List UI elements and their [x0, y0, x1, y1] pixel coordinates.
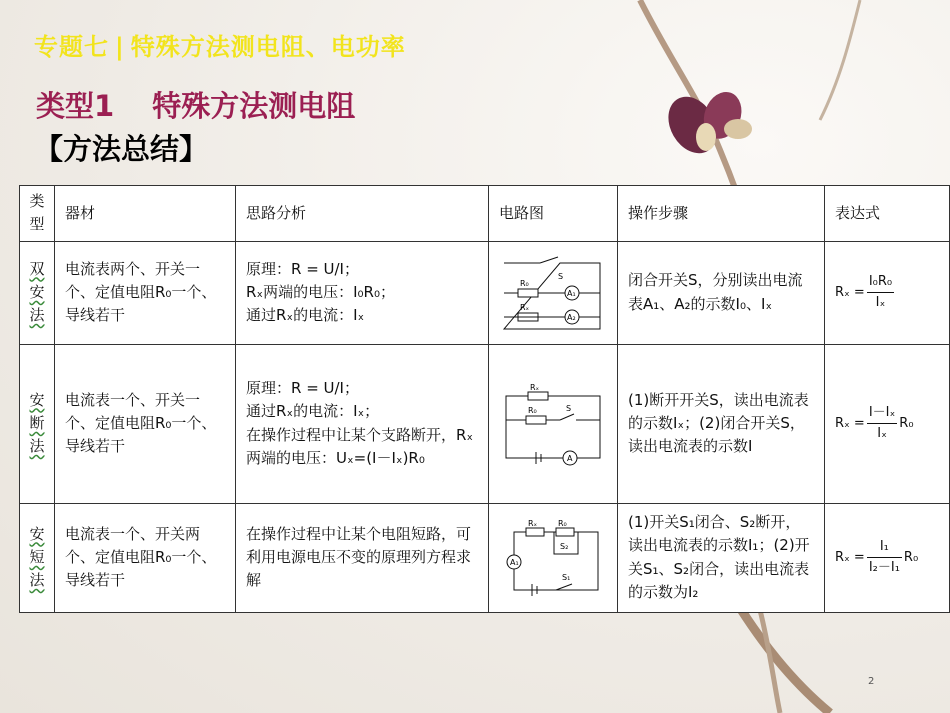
- row-type: 安 断 法: [20, 344, 55, 503]
- row-analysis: 原理：R = U/I； Rₓ两端的电压：I₀R₀； 通过Rₓ的电流：Iₓ: [236, 241, 489, 344]
- svg-text:A₁: A₁: [567, 288, 576, 298]
- header-steps: 操作步骤: [618, 186, 825, 242]
- svg-text:A₂: A₂: [567, 312, 576, 322]
- row-analysis: 原理：R = U/I； 通过Rₓ的电流：Iₓ； 在操作过程中让某个支路断开，Rₓ两端的电压：Uₓ=(I－Iₓ)R₀: [236, 344, 489, 503]
- svg-text:Rₓ: Rₓ: [520, 302, 530, 312]
- svg-text:R₀: R₀: [558, 518, 567, 528]
- circuit-diagram: [489, 344, 618, 503]
- svg-text:A₁: A₁: [510, 557, 519, 567]
- butterfly-flower: [659, 87, 752, 162]
- svg-text:S₁: S₁: [562, 572, 571, 582]
- svg-text:R₀: R₀: [528, 405, 537, 415]
- svg-text:A: A: [567, 453, 573, 463]
- svg-text:S₂: S₂: [560, 541, 569, 551]
- svg-text:R₀: R₀: [520, 278, 529, 288]
- table-row: [20, 241, 950, 344]
- svg-text:Rₓ: Rₓ: [530, 382, 540, 392]
- method-summary-heading: 【方法总结】: [34, 132, 209, 166]
- row-analysis: 在操作过程中让某个电阻短路，可利用电源电压不变的原理列方程求解: [236, 503, 489, 612]
- page-number: 2: [868, 676, 875, 687]
- row-steps: (1)断开开关S，读出电流表的示数Iₓ；(2)闭合开关S，读出电流表的示数I: [618, 344, 825, 503]
- svg-text:S: S: [558, 271, 564, 281]
- row-steps: (1)开关S₁闭合、S₂断开，读出电流表的示数I₁；(2)开关S₁、S₂闭合，读出电流表的示数为I₂: [618, 503, 825, 612]
- table-header-row: [20, 186, 950, 242]
- row-steps: 闭合开关S，分别读出电流表A₁、A₂的示数I₀、Iₓ: [618, 241, 825, 344]
- section-title: 类型1 特殊方法测电阻: [36, 89, 356, 123]
- svg-text:Rₓ: Rₓ: [528, 518, 538, 528]
- header-equipment: 器材: [55, 186, 236, 242]
- row-expression: Rₓ = $\frac{\text{I－Iₓ}}{\text{Iₓ}}$ R₀: [825, 344, 950, 503]
- row-type: 安 短 法: [20, 503, 55, 612]
- svg-text:S: S: [566, 403, 572, 413]
- row-expression: Rₓ = $\frac{\text{I₁}}{\text{I₂－I₁}}$ R₀: [825, 503, 950, 612]
- row-equipment: 电流表一个、开关两个、定值电阻R₀一个、导线若干: [55, 503, 236, 612]
- header-expression: 表达式: [825, 186, 950, 242]
- row-equipment: 电流表一个、开关一个、定值电阻R₀一个、导线若干: [55, 344, 236, 503]
- row-equipment: 电流表两个、开关一个、定值电阻R₀一个、导线若干: [55, 241, 236, 344]
- circuit-diagram: [489, 503, 618, 612]
- circuit-diagram: [489, 241, 618, 344]
- table-row: [20, 503, 950, 612]
- table-row: [20, 344, 950, 503]
- header-type: 类型: [20, 186, 55, 242]
- row-expression: Rₓ = $\frac{\text{I₀R₀}}{\text{Iₓ}}$: [825, 241, 950, 344]
- header-analysis: 思路分析: [236, 186, 489, 242]
- method-summary-table: [19, 185, 950, 613]
- header-circuit: 电路图: [489, 186, 618, 242]
- row-type: 双 安 法: [20, 241, 55, 344]
- topic-heading: 专题七 | 特殊方法测电阻、电功率: [34, 33, 406, 61]
